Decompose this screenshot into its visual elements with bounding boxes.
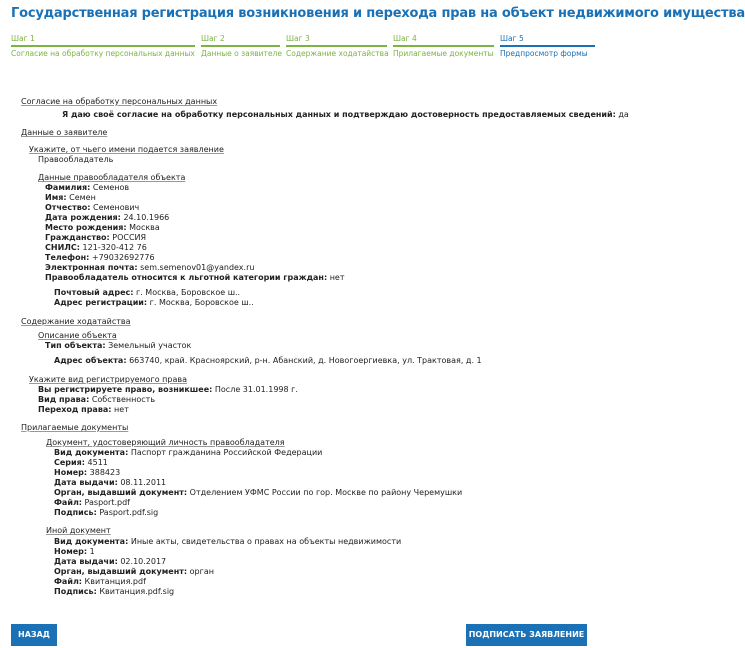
field-row: Отчество: Семенович — [45, 203, 140, 212]
step-3-label: Содержание ходатайства — [286, 49, 389, 58]
step-5-label: Предпросмотр формы — [500, 49, 588, 58]
object-type-row: Тип объекта: Земельный участок — [45, 341, 192, 350]
consent-row — [62, 110, 629, 120]
doc2-row: Номер: 1 — [54, 547, 95, 556]
field-row: Телефон: +79032692776 — [45, 253, 155, 262]
step-4-number: Шаг 4 — [393, 34, 417, 43]
sign-application-button[interactable]: ПОДПИСАТЬ ЗАЯВЛЕНИЕ — [466, 624, 587, 646]
step-5-number: Шаг 5 — [500, 34, 524, 43]
step-4-bar — [393, 45, 494, 47]
field-row: Правообладатель относится к льготной категории граждан: нет — [45, 273, 345, 282]
doc1-row: Орган, выдавший документ: Отделением УФМС России по гор. Москве по району Черемушки — [54, 488, 463, 497]
consent-value: да — [618, 110, 629, 119]
step-5[interactable] — [500, 34, 595, 62]
doc1-row: Файл: Pasport.pdf — [54, 498, 130, 507]
field-row: Место рождения: Москва — [45, 223, 160, 232]
field-row: Дата рождения: 24.10.1966 — [45, 213, 170, 222]
petition-heading: Содержание ходатайства — [21, 317, 131, 326]
doc1-row: Подпись: Pasport.pdf.sig — [54, 508, 159, 517]
field-row: СНИЛС: 121-320-412 76 — [45, 243, 147, 252]
doc1-row: Номер: 388423 — [54, 468, 121, 477]
on-behalf-value: Правообладатель — [38, 155, 114, 164]
on-behalf-heading: Укажите, от чьего имени подается заявление — [29, 145, 224, 154]
doc2-row: Орган, выдавший документ: орган — [54, 567, 214, 576]
step-1-bar — [11, 45, 195, 47]
object-heading: Описание объекта — [38, 331, 117, 340]
step-4-label: Прилагаемые документы — [393, 49, 494, 58]
address-row: Адрес регистрации: г. Москва, Боровское ш.. — [54, 298, 254, 307]
documents-heading: Прилагаемые документы — [21, 423, 129, 432]
step-1-number: Шаг 1 — [11, 34, 35, 43]
doc1-row: Дата выдачи: 08.11.2011 — [54, 478, 167, 487]
step-4[interactable] — [393, 34, 500, 62]
doc2-row: Файл: Квитанция.pdf — [54, 577, 146, 586]
doc2-heading: Иной документ — [46, 526, 111, 535]
right-heading: Укажите вид регистрируемого права — [29, 375, 187, 384]
doc2-row: Дата выдачи: 02.10.2017 — [54, 557, 167, 566]
back-button[interactable]: НАЗАД — [11, 624, 57, 646]
consent-key: Я даю своё согласие на обработку персональных данных и подтверждаю достоверность предоставляемых сведений: — [62, 110, 616, 119]
step-3-number: Шаг 3 — [286, 34, 310, 43]
field-row: Фамилия: Семенов — [45, 183, 130, 192]
applicant-heading: Данные о заявителе — [21, 128, 108, 137]
doc1-row: Вид документа: Паспорт гражданина Российской Федерации — [54, 448, 323, 457]
right-row: Вид права: Собственность — [38, 395, 156, 404]
field-row: Гражданство: РОССИЯ — [45, 233, 147, 242]
wizard-steps — [11, 34, 595, 62]
field-row: Электронная почта: sem.semenov01@yandex.ru — [45, 263, 255, 272]
doc1-heading: Документ, удостоверяющий личность правообладателя — [46, 438, 285, 447]
step-2-label: Данные о заявителе — [201, 49, 282, 58]
object-address-row: Адрес объекта: 663740, край. Красноярский, р-н. Абанский, д. Новогоергиевка, ул. Трактовая, д. 1 — [54, 356, 482, 365]
owner-heading: Данные правообладателя объекта — [38, 173, 186, 182]
right-row: Переход права: нет — [38, 405, 129, 414]
step-1-label: Согласие на обработку персональных данных — [11, 49, 195, 58]
page-title: Государственная регистрация возникновения и перехода прав на объект недвижимого имущества — [11, 6, 745, 21]
address-row: Почтовый адрес: г. Москва, Боровское ш.. — [54, 288, 241, 297]
right-row: Вы регистрируете право, возникшее: После 31.01.1998 г. — [38, 385, 298, 394]
step-2-bar — [201, 45, 280, 47]
step-5-bar — [500, 45, 595, 47]
doc2-row: Подпись: Квитанция.pdf.sig — [54, 587, 175, 596]
step-1[interactable] — [11, 34, 201, 62]
doc1-row: Серия: 4511 — [54, 458, 108, 467]
step-3-bar — [286, 45, 387, 47]
step-2-number: Шаг 2 — [201, 34, 225, 43]
step-2[interactable] — [201, 34, 286, 62]
field-row: Имя: Семен — [45, 193, 96, 202]
consent-heading: Согласие на обработку персональных данных — [21, 97, 218, 106]
doc2-row: Вид документа: Иные акты, свидетельства о правах на объекты недвижимости — [54, 537, 402, 546]
step-3[interactable] — [286, 34, 393, 62]
